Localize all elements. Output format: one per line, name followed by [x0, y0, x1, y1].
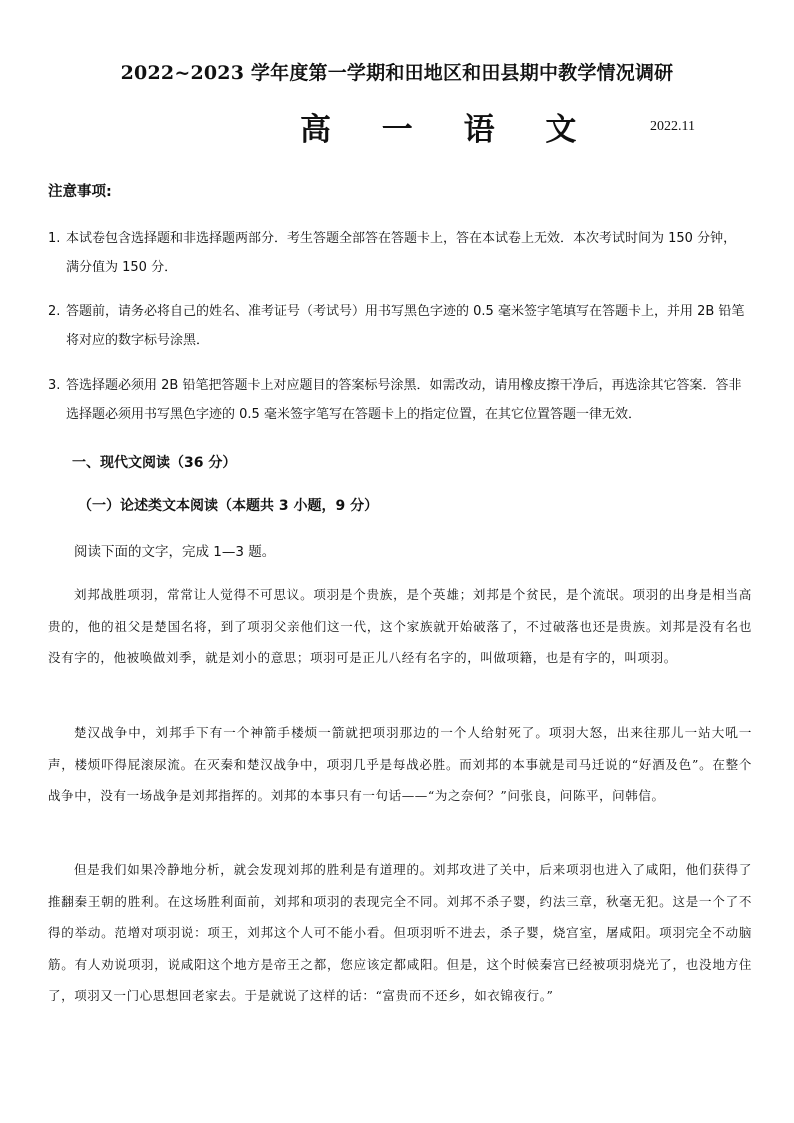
- notice-heading: 注意事项:: [48, 184, 112, 200]
- exam-date: 2022.11: [650, 119, 695, 134]
- subsection-heading: （一）论述类文本阅读（本题共 3 小题，9 分）: [78, 498, 379, 514]
- passage-paragraph: 但是我们如果冷静地分析，就会发现刘邦的胜利是有道理的。刘邦攻进了关中，后来项羽也进入了咸阳，他们获得了推翻秦王朝的胜利。在这场胜利面前，刘邦和项羽的表现完全不同。刘邦不杀子婴，约法三章，秋毫无犯。这是一个了不得的举动。范增对项羽说：项王，刘邦这个人可不能小看。但项羽听不进去，杀子婴，烧宫室，屠咸阳。项羽完全不动脑筋。有人劝说项羽，说咸阳这个地方是帝王之都，您应该定都咸阳。但是，这个时候秦宫已经被项羽烧光了，也没地方住了，项羽又一门心思想回老家去。于是就说了这样的话：“富贵而不还乡，如衣锦夜行。”: [48, 862, 752, 1003]
- notice-item-text: 本试卷包含选择题和非选择题两部分．考生答题全部答在答题卡上，答在本试卷上无效．本次考试时间为 150 分钟，满分值为 150 分．: [66, 231, 737, 275]
- notice-item-number: 2.: [48, 304, 61, 319]
- reading-instruction: 阅读下面的文字，完成 1—3 题。: [74, 544, 276, 560]
- subject-row: [0, 104, 794, 148]
- notice-item-number: 1.: [48, 231, 61, 246]
- notice-item-number: 3.: [48, 378, 61, 393]
- notice-item-text: 答选择题必须用 2B 铅笔把答题卡上对应题目的答案标号涂黑．如需改动，请用橡皮擦干净后，再选涂其它答案．答非选择题必须用书写黑色字迹的 0.5 毫米签字笔写在答题卡上的指定位置，在其它位置答题一律无效．: [66, 378, 742, 422]
- section-heading: 一、现代文阅读（36 分）: [72, 455, 237, 471]
- notice-item: [48, 224, 748, 282]
- notice-item-text: 答题前，请务必将自己的姓名、准考证号（考试号）用书写黑色字迹的 0.5 毫米签字笔填写在答题卡上，并用 2B 铅笔将对应的数字标号涂黑．: [66, 304, 745, 348]
- passage-paragraph: 刘邦战胜项羽，常常让人觉得不可思议。项羽是个贵族，是个英雄；刘邦是个贫民，是个流氓。项羽的出身是相当高贵的，他的祖父是楚国名将，到了项羽父亲他们这一代，这个家族就开始破落了，不过破落也还是贵族。刘邦是没有名也没有字的，他被唤做刘季，就是刘小的意思；项羽可是正儿八经有名字的，叫做项籍，也是有字的，叫项羽。: [48, 587, 752, 665]
- subject-title: 高 一 语 文: [300, 112, 597, 148]
- exam-title: 2022~2023 学年度第一学期和田地区和田县期中教学情况调研: [120, 62, 674, 84]
- notice-item: [48, 297, 748, 355]
- passage-paragraph: 楚汉战争中，刘邦手下有一个神箭手楼烦一箭就把项羽那边的一个人给射死了。项羽大怒，出来往那儿一站大吼一声，楼烦吓得屁滚尿流。在灭秦和楚汉战争中，项羽几乎是每战必胜。而刘邦的本事就是司马迁说的“好酒及色”。在整个战争中，没有一场战争是刘邦指挥的。刘邦的本事只有一句话——“为之奈何？”问张良，问陈平，问韩信。: [48, 725, 752, 803]
- notice-item: [48, 371, 748, 429]
